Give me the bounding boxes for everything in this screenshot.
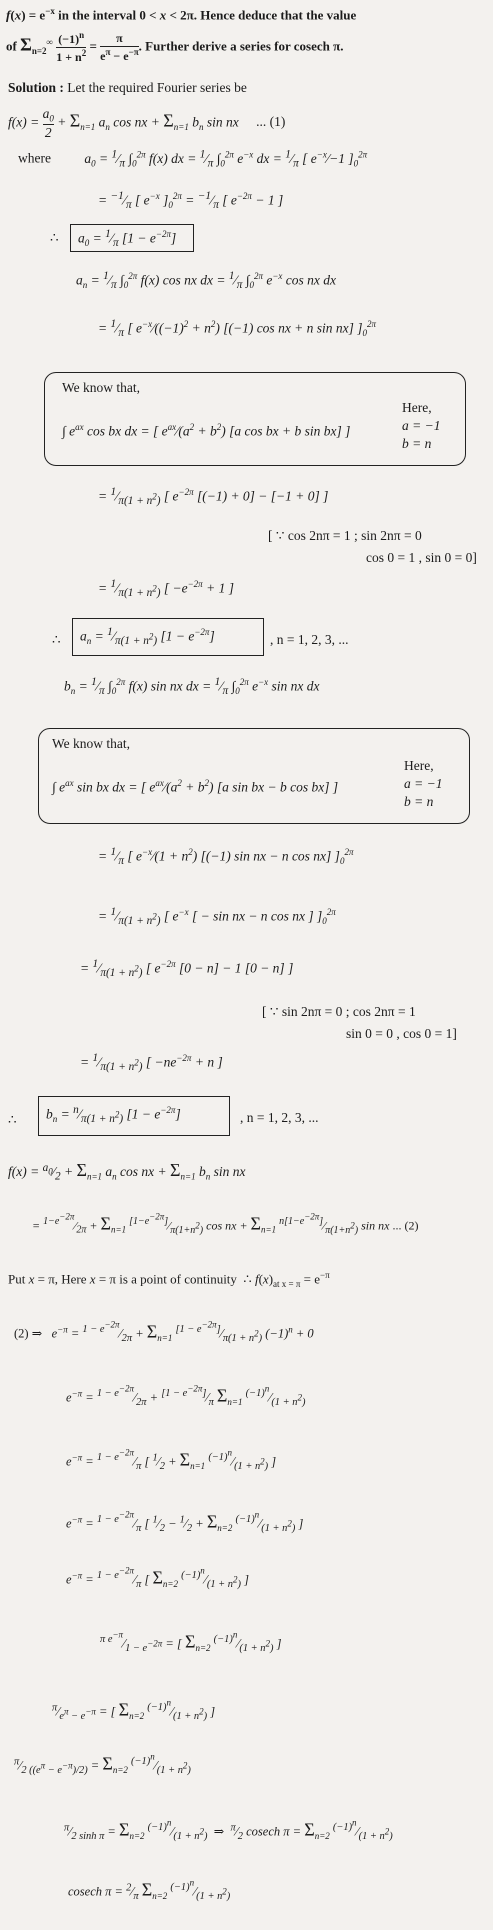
an-derivation-line3: = $^1⁄_{\pi(1 + n^2)}$ [ $e^{-2\pi}$ [(−1) + 0] − [−1 + 0] ] [98,486,329,508]
deduction-step6: $^{\pi e^{-\pi}}⁄_{1 - e^{-2\pi}}$ = [ $\Sigma_{n=2}$ $^{(-1)^n}⁄_{(1 + n^2)}$ ] [100,1630,282,1655]
fourier-series-restated: $f(x) = ^{a_0}⁄_2 + \Sigma_{n=1}$ $a_n$ cos nx + $\Sigma_{n=1}$ $b_n$ sin nx [8,1160,246,1183]
sin-cos-note-line1: [ ∵ sin 2nπ = 0 ; cos 2nπ = 1 [262,1004,416,1019]
cos-formula-here: Here, [402,400,432,415]
deduction-step9: $^\pi⁄_{2 sinh \pi} = \Sigma_{n=2}$ $^{(-1)^n}⁄_{(1 + n^2)}$ ⇒ $^\pi⁄_2$ cosech $\pi = \Sigma_{n=2}$ $^{(-1)^n}⁄_{(1 + n^2)}$ [64,1818,393,1843]
an-result: $a_n$ = $^1⁄_{\pi(1 + n^2)}$ $[1 - e^{-2\pi}]$ [80,626,215,648]
deduction-step5: $e^{-\pi}$ = $^{1 - e^{-2\pi}}⁄_\pi$ [ $\Sigma_{n=2}$ $^{(-1)^n}⁄_{(1 + n^2)}$ ] [66,1566,249,1591]
deduction-step3: $e^{-\pi}$ = $^{1 - e^{-2\pi}}⁄_\pi$ [ $^1⁄_2 + \Sigma_{n=1}$ $^{(-1)^n}⁄_{(1 + n^2)}$ ] [66,1448,277,1473]
cos-formula-a-value: a = −1 [402,418,441,433]
bn-index-range: , n = 1, 2, 3, ... [240,1110,319,1125]
bn-derivation-line2: = $^1⁄_\pi$ [ $e^{-x}⁄(1 + n^2)$ [(−1) sin nx − n cos nx] ]$_0^{2\pi}$ [98,846,354,868]
where-label: where [18,150,51,166]
equation-tag-2: ... (2) [392,1218,419,1233]
sin-formula-a-value: a = −1 [404,776,443,791]
therefore-symbol-a0: ∴ [50,230,59,245]
an-derivation-line2: = $^1⁄_\pi$ [ $e^{-x}⁄((-1)^2 + n^2)$ [(−1) cos nx + n sin nx] ]$_0^{2\pi}$ [98,318,377,340]
sin-cos-note-line2: sin 0 = 0 , cos 0 = 1] [346,1026,457,1041]
solution-heading [8,80,247,96]
sin-integral-formula: ∫ $e^{ax}$ sin bx dx = [ $e^{ax}⁄(a^2 + b^2)$ [a sin bx − b cos bx] ] [52,778,339,795]
put-x-equals-pi: Put x = π, Here x = π is a point of continuity ∴ $f(x)_{at x = \pi} = e^{-\pi}$ [8,1270,330,1289]
deduction-step2: $e^{-\pi}$ = $^{1 - e^{-2\pi}}⁄_{2\pi}$ + $[1 - e-2\pi]⁄_\pi$ $\Sigma_{n=1}$ $^{(-1)^n}⁄_{(1 + n^2)}$ [66,1384,306,1409]
cos-sin-note-line2: cos 0 = 1 , sin 0 = 0] [366,550,477,565]
sin-formula-here: Here, [404,758,434,773]
cos-integral-formula: ∫ $e^{ax}$ cos bx dx = [ $e^{ax}⁄(a^2 + b^2)$ [a cos bx + b sin bx] ] [62,422,351,439]
deduction-step4: $e^{-\pi}$ = $^{1 - e^{-2\pi}}⁄_\pi$ [ $^1⁄_2$ − $^1⁄_2 + \Sigma_{n=2}$ $^{(-1)^n}⁄_{(1 + n^2)}$ ] [66,1510,304,1535]
sin-formula-b-value: b = n [404,794,434,809]
cos-sin-note-line1: [ ∵ cos 2nπ = 1 ; sin 2nπ = 0 [268,528,422,543]
sin-formula-know: We know that, [52,736,131,751]
bn-derivation-line1: $b_n$ = $^1⁄_\pi$ $\int_0^{2\pi}$ f(x) sin nx dx = $^1⁄_\pi$ $\int_0^{2\pi}$ $e^{-x}$ sin nx dx [64,676,320,698]
cosech-series-result: cosech $\pi = ^2⁄_\pi$ $\Sigma_{n=2}$ $^{(-1)^n}⁄_{(1 + n^2)}$ [68,1878,231,1903]
an-derivation-line1: $a_n$ = $^1⁄_\pi$ $\int_0^{2\pi}$ f(x) cos nx dx = $^1⁄_\pi$ $\int_0^{2\pi}$ $e^{-x}$ cos nx dx [76,270,337,292]
fourier-series-final: = $^{1-e^{-2\pi}}⁄_{2\pi} + \Sigma_{n=1}$ $[1-e-2\pi]⁄_{\pi(1+n^2)}$ cos nx + $\Sigma_{n=1}$ $^{n[1-e^{-2\pi}]}⁄_{\pi(1+n^2)}$ sin nx ... (2) [32,1212,419,1236]
bn-derivation-line4: = $^1⁄_{\pi(1 + n^2)}$ [ $e^{-2\pi}$ [0 − n] − 1 [0 − n] ] [80,958,294,980]
problem-statement-line1: $f(x) = e^{-x}$ in the interval 0 < x < 2π. Hence deduce that the value [6,6,357,23]
deduction-step7: $^\pi⁄_{e^\pi - e^{-\pi}}$ = [ $\Sigma_{n=2}$ $^{(-1)^n}⁄_{(1 + n^2)}$ ] [52,1698,216,1723]
equation-tag-1: ... (1) [256,114,286,130]
therefore-symbol-bn: ∴ [8,1112,17,1127]
therefore-symbol-an: ∴ [52,632,61,647]
cos-formula-b-value: b = n [402,436,432,451]
cos-formula-know: We know that, [62,380,141,395]
fourier-series-general: f(x) = $\frac{a_0}{2}$ + $\Sigma_{n=1}$ $a_n$ cos nx + $\Sigma_{n=1}$ $b_n$ sin nx ... (1) [8,106,286,140]
a0-result: $a_0$ = $^1⁄_\pi$ $[1 - e^{-2\pi}]$ [78,228,177,250]
an-index-range: , n = 1, 2, 3, ... [270,632,349,647]
bn-derivation-line5: = $^1⁄_{\pi(1 + n^2)}$ [ $-ne^{-2\pi} + n$ ] [80,1052,223,1074]
problem-statement-line2: of $\Sigma_{n=2}^\infty$ $\frac{(-1)^n}{1 + n^2}$ = $\frac{\pi}{e^\pi - e^{-\pi}}$ . Further derive a series for cosech π. [6,30,344,64]
bn-derivation-line3: = $^1⁄_{\pi(1 + n^2)}$ [ $e^{-x}$ [ − sin nx − n cos nx ] ]$_0^{2\pi}$ [98,906,336,928]
deduction-step1: (2) ⇒ $e^{-\pi}$ = $^{1 - e^{-2\pi}}⁄_{2\pi} + \Sigma_{n=1}$ $[1 - e-2\pi]⁄_{\pi(1 + n^2)}$ $(-1)^n + 0$ [14,1320,314,1345]
bn-result: $b_n$ = $^n⁄_{\pi(1 + n^2)}$ $[1 - e^{-2\pi}]$ [46,1104,181,1126]
deduction-step8: $^\pi⁄_{2 ((e^\pi - e^{-\pi})/2)} = \Sigma_{n=2}$ $^{(-1)^n}⁄_{(1 + n^2)}$ [14,1752,191,1777]
an-derivation-line4: = $^1⁄_{\pi(1 + n^2)}$ [ $-e^{-2\pi} + 1$ ] [98,578,234,600]
a0-derivation-line2: = $^{-1}⁄_\pi$ [ $e^{-x}$ ]$_0^{2\pi}$ = $^{-1}⁄_\pi$ [ $e^{-2\pi} - 1$ ] [98,190,284,212]
solution-label: Solution : [8,80,64,95]
solution-intro-text: Let the required Fourier series be [67,80,247,95]
a0-derivation-line1: where $a_0$ = $^1⁄_\pi$ $\int_0^{2\pi}$ f(x) dx = $^1⁄_\pi$ $\int_0^{2\pi}$ $e^{-x}$ dx = $^1⁄_\pi$ [ $e^{-x}⁄-1$ ]$_0^{2\pi}$ [18,148,368,170]
